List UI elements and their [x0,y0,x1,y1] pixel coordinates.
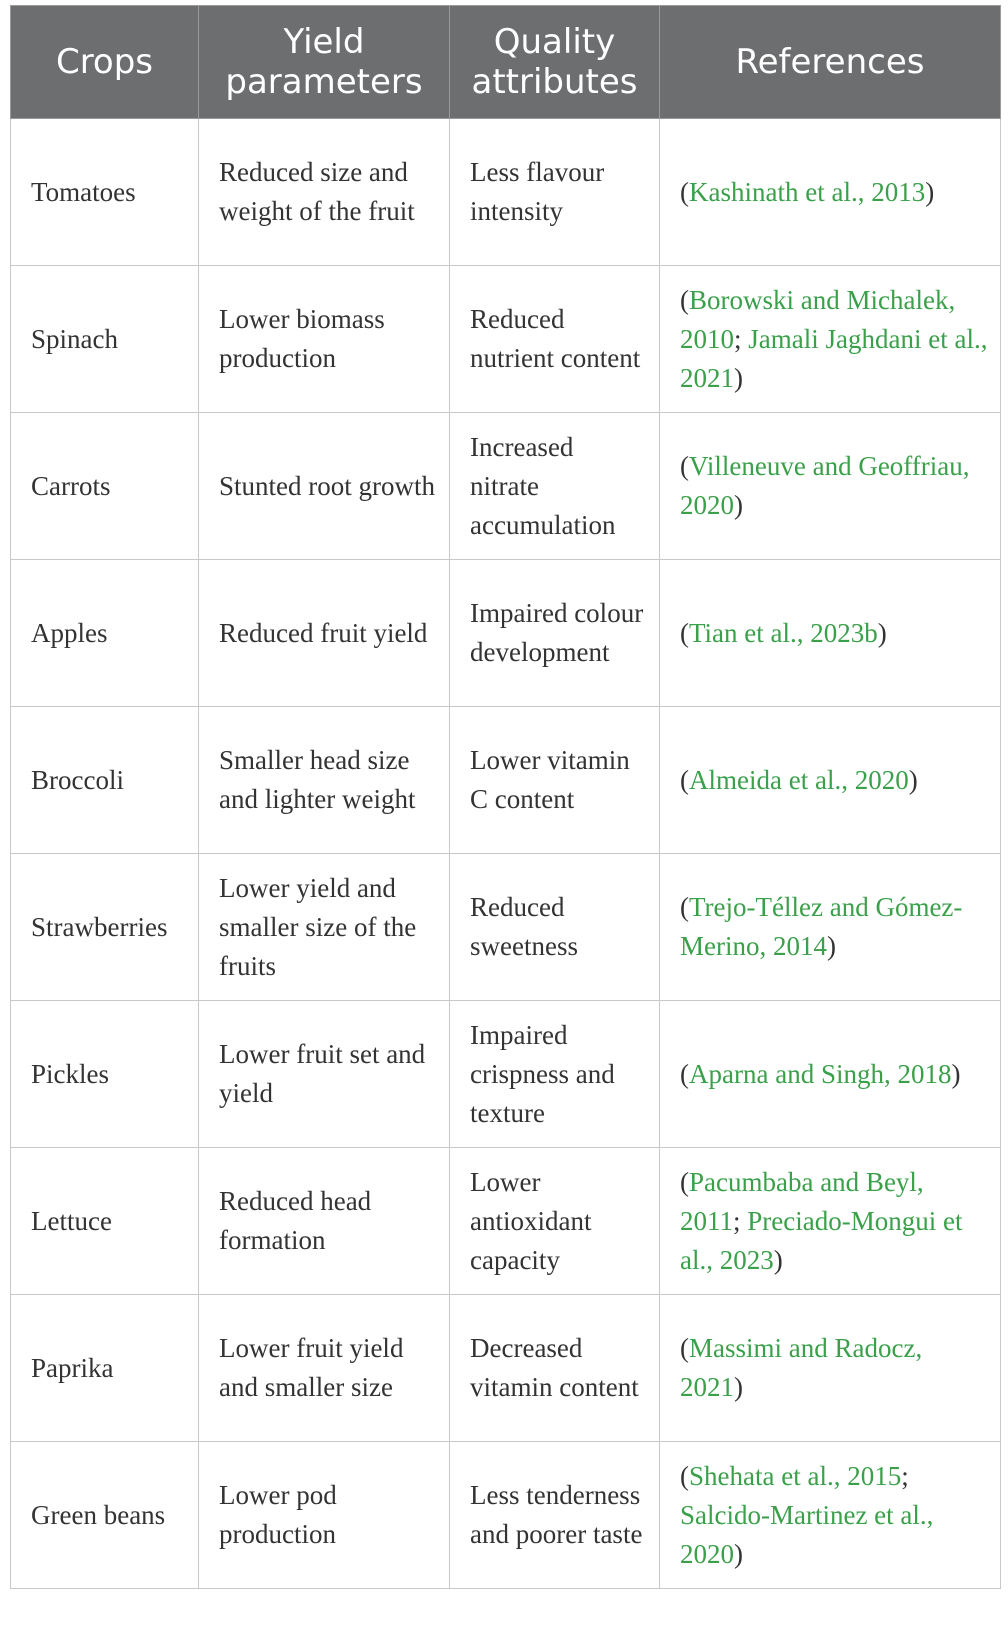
table-row [11,1295,1001,1442]
quality-cell: Reduced sweetness [450,854,660,1001]
table-body [11,119,1001,1589]
yield-cell: Lower fruit set and yield [199,1001,450,1148]
references-cell: (Trejo-Téllez and Gómez-Merino, 2014) [660,854,1001,1001]
references-cell: (Borowski and Michalek, 2010; Jamali Jaghdani et al., 2021) [660,266,1001,413]
table-row [11,560,1001,707]
yield-cell: Reduced size and weight of the fruit [199,119,450,266]
crop-cell: Apples [11,560,199,707]
crop-cell: Pickles [11,1001,199,1148]
yield-cell: Lower fruit yield and smaller size [199,1295,450,1442]
crop-cell: Tomatoes [11,119,199,266]
reference-link[interactable]: Tian et al., 2023b [689,617,878,648]
reference-link[interactable]: Massimi and Radocz, 2021 [680,1333,923,1402]
crop-cell: Broccoli [11,707,199,854]
reference-link[interactable]: Shehata et al., 2015 [689,1460,902,1491]
crop-quality-table [10,5,1001,1589]
references-cell: (Almeida et al., 2020) [660,707,1001,854]
reference-link[interactable]: Borowski and Michalek, 2010 [680,284,956,354]
quality-cell: Impaired crispness and texture [450,1001,660,1148]
references-cell: (Villeneuve and Geoffriau, 2020) [660,413,1001,560]
crop-cell: Carrots [11,413,199,560]
reference-link[interactable]: Kashinath et al., 2013 [689,176,926,207]
crop-cell: Spinach [11,266,199,413]
table-row [11,707,1001,854]
crop-cell: Paprika [11,1295,199,1442]
quality-cell: Lower vitamin C content [450,707,660,854]
crop-cell: Green beans [11,1442,199,1589]
yield-cell: Smaller head size and lighter weight [199,707,450,854]
table-row [11,413,1001,560]
quality-cell: Decreased vitamin content [450,1295,660,1442]
header-quality-attributes: Quality attributes [450,6,660,119]
references-cell: (Pacumbaba and Beyl, 2011; Preciado-Mongui et al., 2023) [660,1148,1001,1295]
header-references: References [660,6,1001,119]
reference-link[interactable]: Jamali Jaghdani et al., 2021 [680,323,988,393]
table-row [11,266,1001,413]
yield-cell: Lower biomass production [199,266,450,413]
references-cell: (Kashinath et al., 2013) [660,119,1001,266]
crop-cell: Strawberries [11,854,199,1001]
crop-cell: Lettuce [11,1148,199,1295]
reference-link[interactable]: Almeida et al., 2020 [689,764,909,795]
table-row [11,854,1001,1001]
quality-cell: Reduced nutrient content [450,266,660,413]
yield-cell: Lower pod production [199,1442,450,1589]
references-cell: (Massimi and Radocz, 2021) [660,1295,1001,1442]
table-row [11,1001,1001,1148]
references-cell: (Shehata et al., 2015; Salcido-Martinez et al., 2020) [660,1442,1001,1589]
reference-link[interactable]: Pacumbaba and Beyl, 2011 [680,1166,924,1236]
header-crops: Crops [11,6,199,119]
quality-cell: Increased nitrate accumulation [450,413,660,560]
header-yield-parameters: Yield parameters [199,6,450,119]
quality-cell: Less flavour intensity [450,119,660,266]
references-cell: (Tian et al., 2023b) [660,560,1001,707]
references-cell: (Aparna and Singh, 2018) [660,1001,1001,1148]
yield-cell: Stunted root growth [199,413,450,560]
yield-cell: Lower yield and smaller size of the fruits [199,854,450,1001]
yield-cell: Reduced head formation [199,1148,450,1295]
table-row [11,1148,1001,1295]
header-row [11,6,1001,119]
quality-cell: Less tenderness and poorer taste [450,1442,660,1589]
reference-link[interactable]: Aparna and Singh, 2018 [689,1058,952,1089]
table-row [11,1442,1001,1589]
reference-link[interactable]: Preciado-Mongui et al., 2023 [680,1205,963,1275]
table-row [11,119,1001,266]
quality-cell: Lower antioxidant capacity [450,1148,660,1295]
quality-cell: Impaired colour development [450,560,660,707]
yield-cell: Reduced fruit yield [199,560,450,707]
table-header [11,6,1001,119]
table-container [10,5,1000,1589]
reference-link[interactable]: Villeneuve and Geoffriau, 2020 [680,451,970,520]
reference-link[interactable]: Trejo-Téllez and Gómez-Merino, 2014 [680,892,963,961]
reference-link[interactable]: Salcido-Martinez et al., 2020 [680,1499,934,1569]
